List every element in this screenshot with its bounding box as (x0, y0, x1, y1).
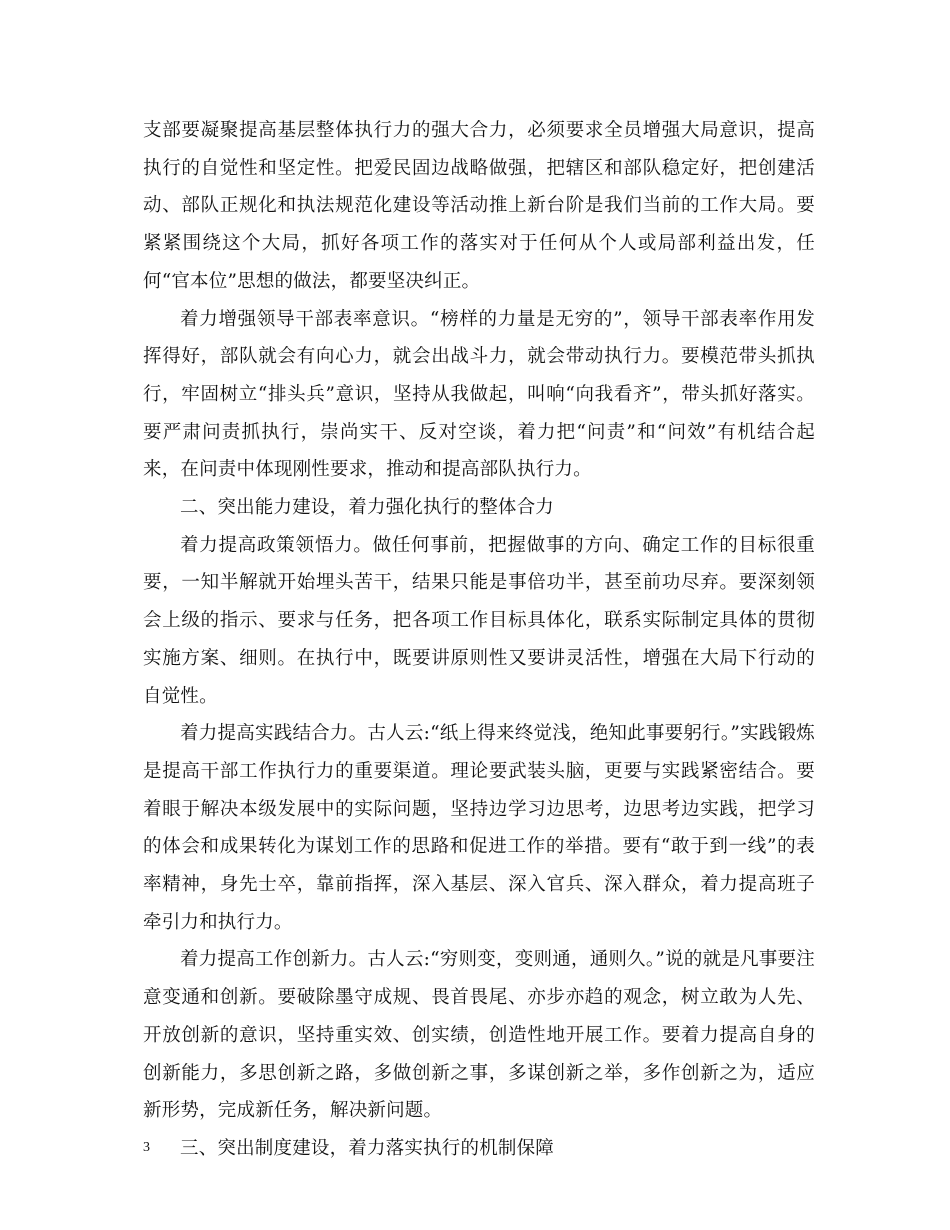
document-body (143, 112, 815, 1168)
page-number: 3 (143, 1140, 150, 1155)
paragraph-leader-example: 着力增强领导干部表率意识。“榜样的力量是无穷的”，领导干部表率作用发挥得好，部队就会有向心力，就会出战斗力，就会带动执行力。要模范带头抓执行，牢固树立“排头兵”意识，坚持从我做起，叫响“向我看齐”，带头抓好落实。要严肃问责抓执行，崇尚实干、反对空谈，着力把“问责”和“问效”有机结合起来，在问责中体现刚性要求，推动和提高部队执行力。 (143, 308, 815, 481)
paragraph-continuation: 支部要凝聚提高基层整体执行力的强大合力，必须要求全员增强大局意识，提高执行的自觉性和坚定性。把爱民固边战略做强，把辖区和部队稳定好，把创建活动、部队正规化和执法规范化建设等活动推上新台阶是我们当前的工作大局。要紧紧围绕这个大局，抓好各项工作的落实对于任何从个人或局部利益出发，任何“官本位”思想的做法，都要坚决纠正。 (143, 120, 815, 292)
section-heading-institution: 三、突出制度建设，着力落实执行的机制保障 (180, 1137, 555, 1159)
paragraph-work-innovation: 着力提高工作创新力。古人云:“穷则变，变则通，通则久。”说的就是凡事要注意变通和创新。要破除墨守成规、畏首畏尾、亦步亦趋的观念，树立敢为人先、开放创新的意识，坚持重实效、创实绩，创造性地开展工作。要着力提高自身的创新能力，多思创新之路，多做创新之事，多谋创新之举，多作创新之为，适应新形势，完成新任务，解决新问题。 (143, 949, 815, 1122)
paragraph-practice-integration: 着力提高实践结合力。古人云:“纸上得来终觉浅，绝知此事要躬行。”实践锻炼是提高干部工作执行力的重要渠道。理论要武装头脑，更要与实践紧密结合。要着眼于解决本级发展中的实际问题，坚持边学习边思考，边思考边实践，把学习的体会和成果转化为谋划工作的思路和促进工作的举措。要有“敢于到一线”的表率精神，身先士卒，靠前指挥，深入基层、深入官兵、深入群众，着力提高班子牵引力和执行力。 (143, 723, 815, 933)
section-heading-ability: 二、突出能力建设，着力强化执行的整体合力 (180, 497, 555, 519)
paragraph-policy-understanding: 着力提高政策领悟力。做任何事前，把握做事的方向、确定工作的目标很重要，一知半解就开始埋头苦干，结果只能是事倍功半，甚至前功尽弃。要深刻领会上级的指示、要求与任务，把各项工作目标具体化，联系实际制定具体的贯彻实施方案、细则。在执行中，既要讲原则性又要讲灵活性，增强在大局下行动的自觉性。 (143, 534, 815, 707)
